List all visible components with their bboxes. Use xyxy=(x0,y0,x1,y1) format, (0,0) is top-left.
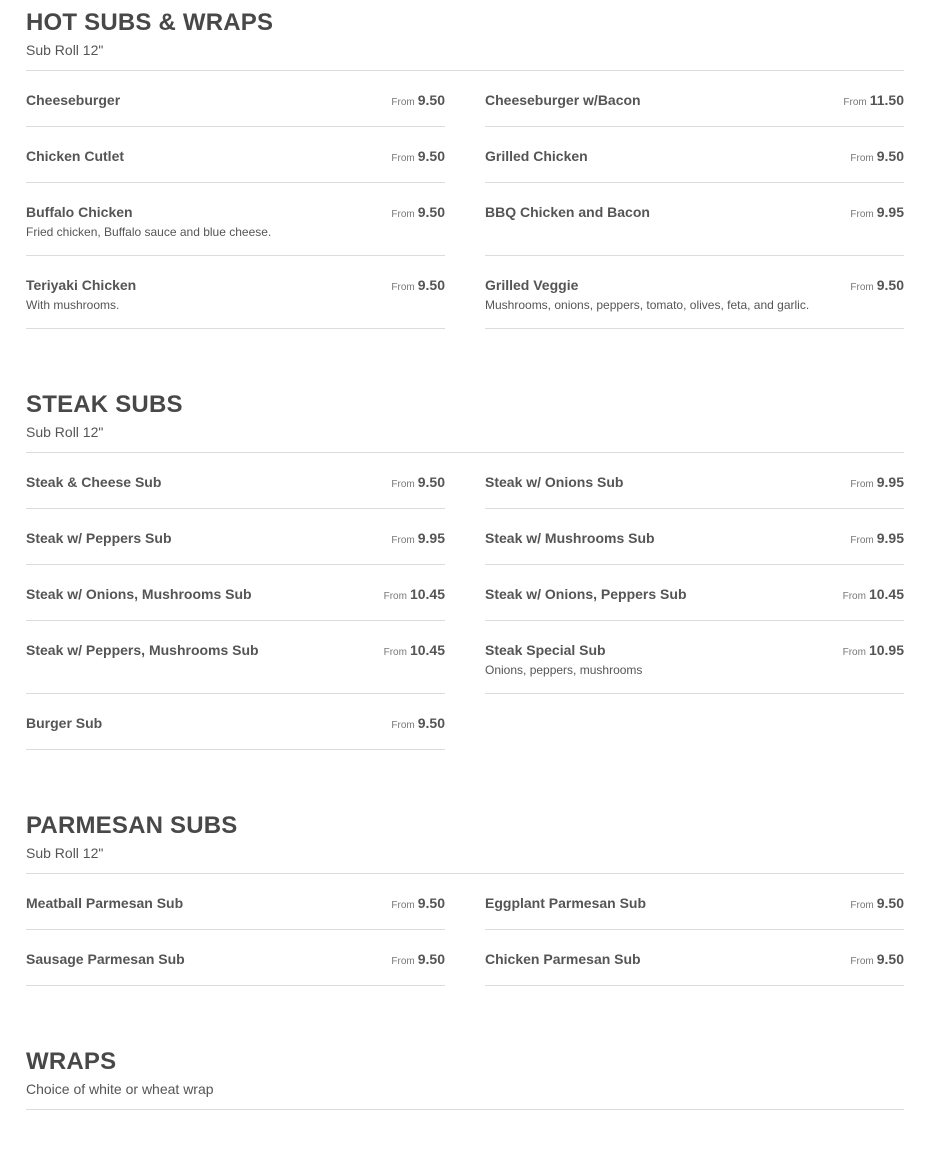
item-name: Chicken Parmesan Sub xyxy=(485,951,641,967)
menu-item[interactable] xyxy=(485,509,904,565)
item-name: Steak w/ Peppers Sub xyxy=(26,530,172,546)
item-price: From 10.45 xyxy=(842,586,904,602)
menu-item[interactable] xyxy=(26,71,445,127)
section-subtitle: Sub Roll 12" xyxy=(26,423,904,453)
item-name: Burger Sub xyxy=(26,715,103,731)
menu-item[interactable] xyxy=(485,127,904,183)
item-price: From 10.45 xyxy=(383,642,445,658)
item-price: From 9.50 xyxy=(391,951,445,967)
menu-item[interactable] xyxy=(485,621,904,694)
item-name: BBQ Chicken and Bacon xyxy=(485,204,650,220)
item-name: Meatball Parmesan Sub xyxy=(26,895,184,911)
item-name: Chicken Cutlet xyxy=(26,148,125,164)
item-name: Grilled Chicken xyxy=(485,148,588,164)
item-price: From 10.95 xyxy=(842,642,904,658)
item-price: From 9.50 xyxy=(391,148,445,164)
menu-item[interactable] xyxy=(26,183,445,256)
item-price: From 9.50 xyxy=(391,715,445,731)
item-description: Mushrooms, onions, peppers, tomato, olives, feta, and garlic. xyxy=(485,298,810,312)
menu-item[interactable] xyxy=(485,183,904,256)
menu-item[interactable] xyxy=(485,256,904,329)
item-name: Grilled Veggie xyxy=(485,277,579,293)
item-name: Eggplant Parmesan Sub xyxy=(485,895,647,911)
item-price: From 9.95 xyxy=(850,530,904,546)
menu-item[interactable] xyxy=(485,930,904,986)
item-price: From 9.50 xyxy=(391,92,445,108)
menu-item[interactable] xyxy=(26,509,445,565)
item-name: Buffalo Chicken xyxy=(26,204,133,220)
item-name: Cheeseburger xyxy=(26,92,121,108)
section-subtitle: Sub Roll 12" xyxy=(26,844,904,874)
item-description xyxy=(26,662,445,678)
item-price: From 11.50 xyxy=(843,92,904,108)
item-name: Steak w/ Peppers, Mushrooms Sub xyxy=(26,642,259,658)
item-price: From 9.50 xyxy=(391,474,445,490)
menu-item[interactable] xyxy=(26,930,445,986)
item-price: From 9.50 xyxy=(391,204,445,220)
section-steak-subs xyxy=(26,382,904,750)
menu-item[interactable] xyxy=(26,565,445,621)
section-title: PARMESAN SUBS xyxy=(26,812,238,839)
menu-item[interactable] xyxy=(26,694,445,750)
menu xyxy=(26,0,904,1110)
item-name: Steak Special Sub xyxy=(485,642,606,658)
section-subtitle: Sub Roll 12" xyxy=(26,41,904,71)
item-name: Cheeseburger w/Bacon xyxy=(485,92,641,108)
item-grid xyxy=(26,453,904,750)
menu-item[interactable] xyxy=(26,621,445,694)
item-price: From 9.50 xyxy=(850,951,904,967)
item-price: From 9.50 xyxy=(850,895,904,911)
menu-item[interactable] xyxy=(26,256,445,329)
item-name: Steak w/ Onions, Peppers Sub xyxy=(485,586,687,602)
item-price: From 9.95 xyxy=(850,474,904,490)
menu-item[interactable] xyxy=(26,453,445,509)
section-title: HOT SUBS & WRAPS xyxy=(26,9,274,36)
menu-item[interactable] xyxy=(485,453,904,509)
item-description: Fried chicken, Buffalo sauce and blue cheese. xyxy=(26,225,272,239)
section-title: STEAK SUBS xyxy=(26,391,183,418)
item-price: From 10.45 xyxy=(383,586,445,602)
section-subtitle: Choice of white or wheat wrap xyxy=(26,1080,904,1110)
menu-item[interactable] xyxy=(485,565,904,621)
section-title: WRAPS xyxy=(26,1048,117,1075)
menu-item[interactable] xyxy=(485,874,904,930)
item-price: From 9.95 xyxy=(391,530,445,546)
item-name: Sausage Parmesan Sub xyxy=(26,951,185,967)
item-price: From 9.50 xyxy=(391,895,445,911)
item-name: Steak & Cheese Sub xyxy=(26,474,162,490)
menu-item[interactable] xyxy=(485,71,904,127)
item-price: From 9.50 xyxy=(850,148,904,164)
item-name: Steak w/ Mushrooms Sub xyxy=(485,530,655,546)
item-name: Steak w/ Onions Sub xyxy=(485,474,624,490)
item-description: Onions, peppers, mushrooms xyxy=(485,663,643,677)
item-price: From 9.50 xyxy=(850,277,904,293)
item-description xyxy=(485,224,904,240)
menu-item[interactable] xyxy=(26,874,445,930)
item-name: Steak w/ Onions, Mushrooms Sub xyxy=(26,586,252,602)
item-price: From 9.50 xyxy=(391,277,445,293)
item-grid xyxy=(26,874,904,986)
item-price: From 9.95 xyxy=(850,204,904,220)
menu-item[interactable] xyxy=(26,127,445,183)
item-name: Teriyaki Chicken xyxy=(26,277,137,293)
item-description: With mushrooms. xyxy=(26,298,120,312)
section-hot-subs-wraps xyxy=(26,0,904,329)
item-grid xyxy=(26,71,904,329)
section-wraps xyxy=(26,1039,904,1110)
section-parmesan-subs xyxy=(26,803,904,986)
